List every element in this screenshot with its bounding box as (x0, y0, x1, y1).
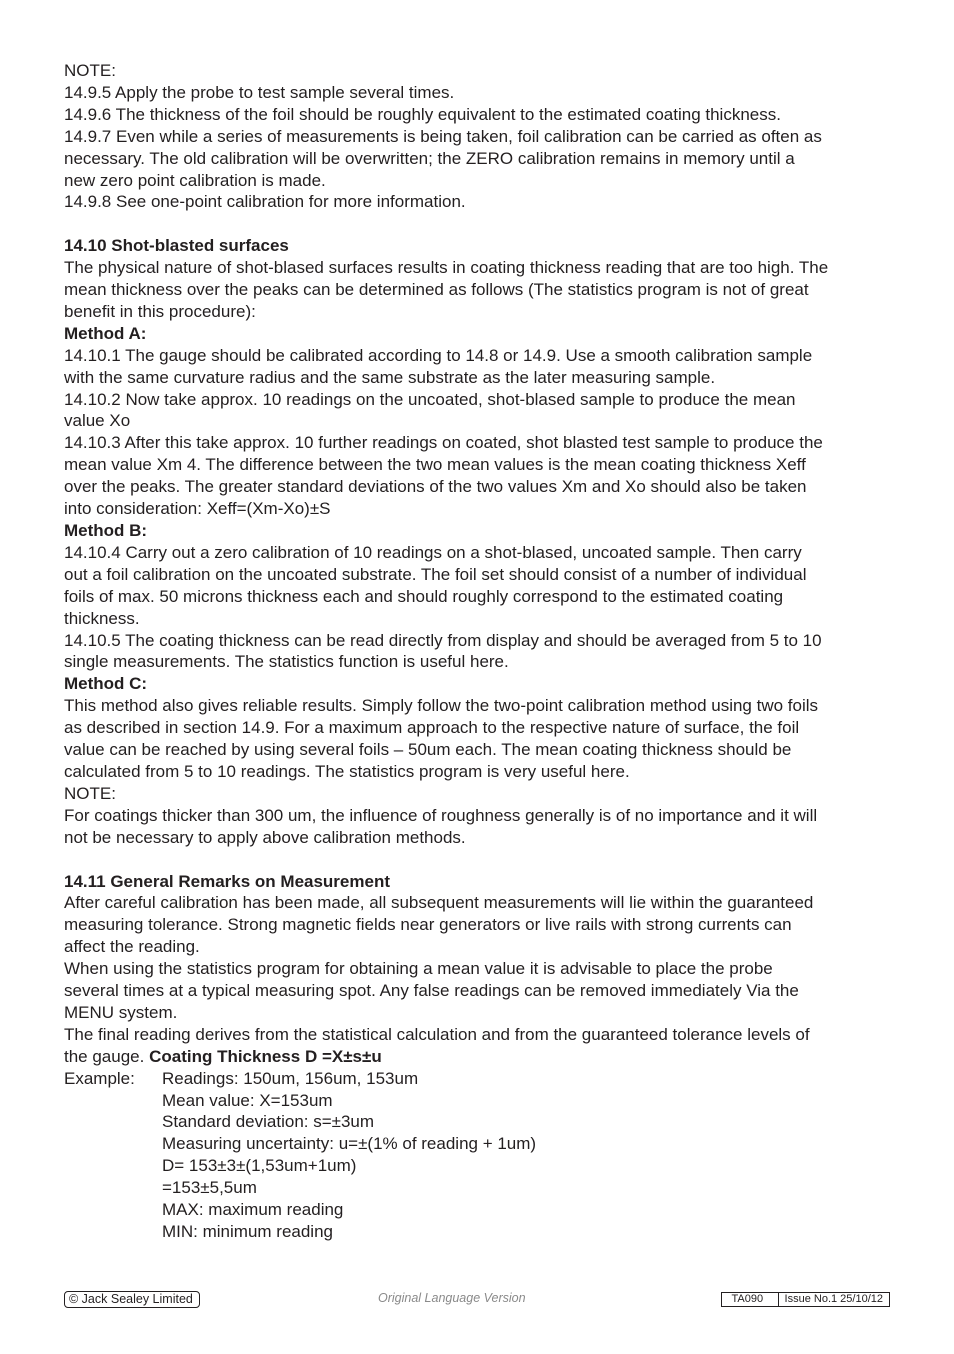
text-line: 14.10.1 The gauge should be calibrated according to 14.8 or 14.9. Use a smooth calibration sample (64, 345, 813, 365)
notes-14-9 (64, 60, 894, 213)
example-label: Example: (64, 1068, 135, 1088)
section-14-11 (64, 871, 894, 1243)
original-language-label: Original Language Version (378, 1291, 526, 1305)
section-heading: 14.10 Shot-blasted surfaces (64, 236, 289, 256)
text-line: 14.10.3 After this take approx. 10 further readings on coated, shot blasted test sample to produce the (64, 433, 823, 453)
example-line: MAX: maximum reading (162, 1200, 344, 1220)
example-line: MIN: minimum reading (162, 1222, 333, 1241)
spacer (64, 849, 894, 871)
text-line: When using the statistics program for obtaining a mean value it is advisable to place the probe (64, 959, 773, 979)
text-line: thickness. (64, 608, 140, 628)
example-block (64, 1068, 894, 1243)
section-heading: 14.11 General Remarks on Measurement (64, 871, 390, 891)
document-code: TA090 (731, 1293, 764, 1305)
method-b-heading: Method B: (64, 521, 148, 541)
text-line: as described in section 14.9. For a maximum approach to the respective nature of surface, the foil (64, 718, 800, 738)
example-line: Readings: 150um, 156um, 153um (162, 1068, 419, 1088)
text-line: 14.9.8 See one-point calibration for more information. (64, 192, 466, 212)
text-line: For coatings thicker than 300 um, the influence of roughness generally is of no importance and it will (64, 805, 818, 825)
text-line: necessary. The old calibration will be overwritten; the ZERO calibration remains in memory until a (64, 148, 795, 168)
document-page (64, 60, 894, 1243)
example-line: Standard deviation: s=±3um (162, 1112, 375, 1132)
text-line: foils of max. 50 microns thickness each and should roughly correspond to the estimated coating (64, 586, 784, 606)
text-line: mean value Xm 4. The difference between the two mean values is the mean coating thickness Xeff (64, 455, 806, 475)
text-line: MENU system. (64, 1002, 178, 1022)
text-line: The physical nature of shot-blased surfaces results in coating thickness reading that are too high. The (64, 258, 829, 278)
issue-box (721, 1292, 890, 1307)
text-line: The final reading derives from the statistical calculation and from the guaranteed tolerance levels of (64, 1024, 810, 1044)
text-line: benefit in this procedure): (64, 301, 256, 321)
text-line: 14.9.6 The thickness of the foil should be roughly equivalent to the estimated coating thickness. (64, 104, 781, 124)
text-line: value Xo (64, 411, 131, 431)
text-line: 14.9.7 Even while a series of measurements is being taken, foil calibration can be carried as often as (64, 126, 822, 146)
text-line: several times at a typical measuring spot. Any false readings can be removed immediately Via the (64, 981, 799, 1001)
page-footer (64, 1291, 890, 1308)
text-line: with the same curvature radius and the same substrate as the later measuring sample. (64, 367, 716, 387)
text-line: 14.10.5 The coating thickness can be read directly from display and should be averaged from 5 to 10 (64, 630, 822, 650)
text-line: This method also gives reliable results. Simply follow the two-point calibration method using two foils (64, 696, 819, 716)
method-a-heading: Method A: (64, 323, 147, 343)
example-line: Mean value: X=153um (162, 1090, 333, 1110)
text-line: into consideration: Xeff=(Xm-Xo)±S (64, 499, 331, 519)
text-line: single measurements. The statistics function is useful here. (64, 652, 509, 672)
text-line: measuring tolerance. Strong magnetic fields near generators or live rails with strong currents can (64, 915, 792, 935)
text-line: 14.9.5 Apply the probe to test sample several times. (64, 82, 455, 102)
copyright-box: © Jack Sealey Limited (64, 1291, 200, 1308)
text-line: calculated from 5 to 10 readings. The statistics program is very useful here. (64, 761, 630, 781)
example-line: =153±5,5um (162, 1178, 257, 1198)
formula-line (64, 1046, 894, 1068)
example-line: D= 153±3±(1,53um+1um) (162, 1156, 357, 1176)
text-line: out a foil calibration on the uncoated substrate. The foil set should consist of a number of individual (64, 564, 807, 584)
method-c-heading: Method C: (64, 674, 148, 694)
text-line: value can be reached by using several foils – 50um each. The mean coating thickness should be (64, 740, 792, 760)
text-line: not be necessary to apply above calibration methods. (64, 827, 466, 847)
text-line: new zero point calibration is made. (64, 170, 326, 190)
issue-info: Issue No.1 25/10/12 (778, 1293, 889, 1306)
section-14-10 (64, 235, 894, 848)
text-line: NOTE: (64, 783, 116, 803)
text-line: After careful calibration has been made, all subsequent measurements will lie within the guaranteed (64, 893, 814, 913)
spacer (64, 213, 894, 235)
text-line: 14.10.2 Now take approx. 10 readings on the uncoated, shot-blased sample to produce the mean (64, 389, 796, 409)
coating-thickness-formula: Coating Thickness D =X±s±u (149, 1046, 382, 1066)
text-line: affect the reading. (64, 937, 200, 957)
text-line: mean thickness over the peaks can be determined as follows (The statistics program is not of great (64, 280, 809, 300)
text-line: 14.10.4 Carry out a zero calibration of 10 readings on a shot-blased, uncoated sample. Then carry (64, 542, 802, 562)
formula-prefix: the gauge. (64, 1046, 150, 1066)
example-line: Measuring uncertainty: u=±(1% of reading + 1um) (162, 1134, 537, 1154)
text-line: over the peaks. The greater standard deviations of the two values Xm and Xo should also be taken (64, 477, 807, 497)
text-line: NOTE: (64, 61, 116, 80)
example-lines (162, 1068, 894, 1243)
